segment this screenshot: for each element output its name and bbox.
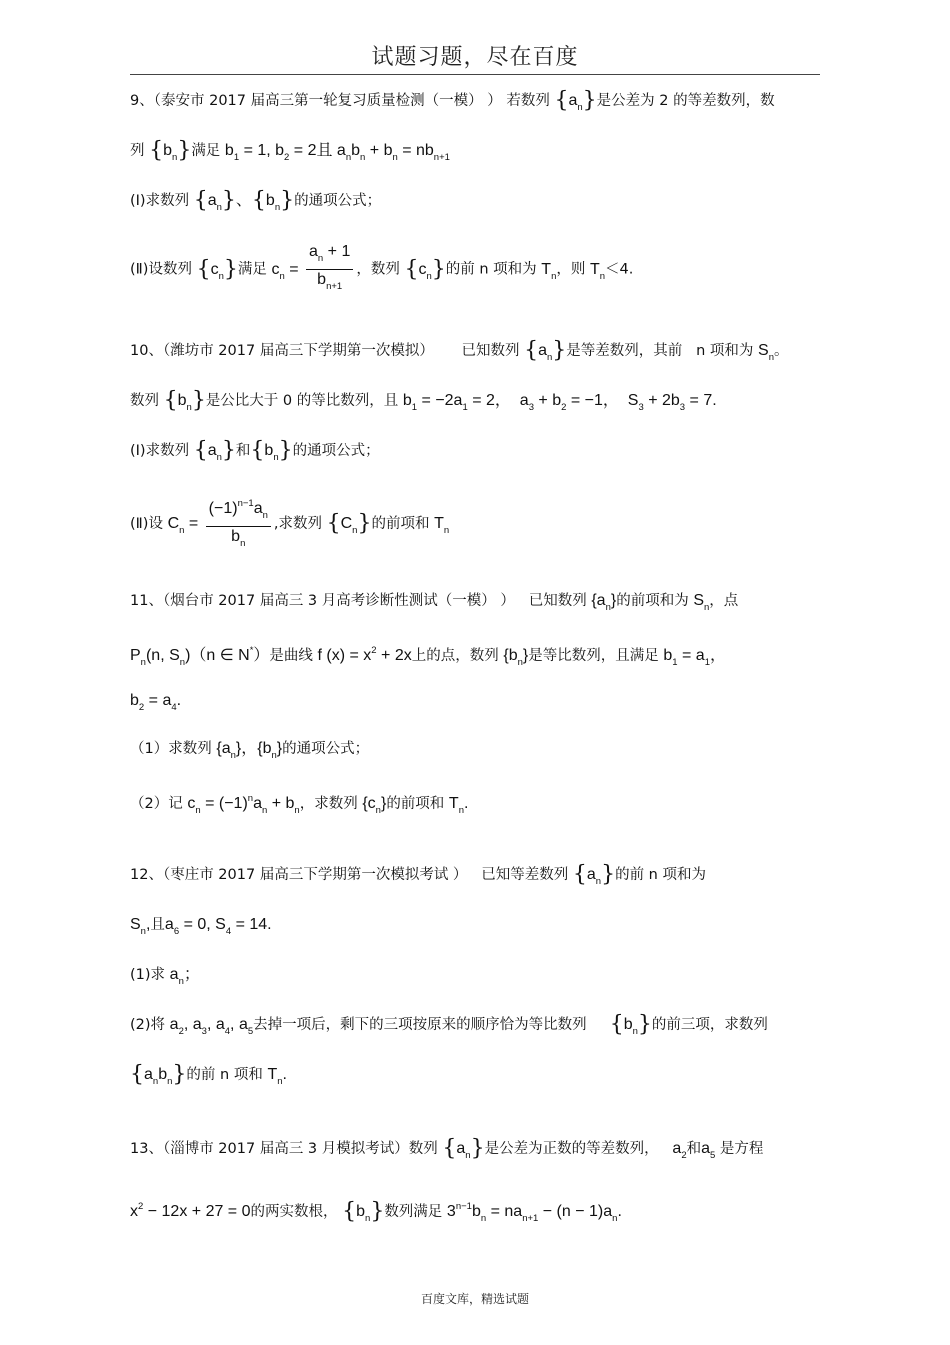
math-expression: $\{a_n\}$	[591, 592, 617, 613]
problem-11-line-2: $P_n(n$, $S_n)(n$ ∈ N*）是曲线 f $(x) = x^2 + 2x$上的点，数列 $\{b_n\}$是等比数列，且满足 $b_1 = a_1$，	[130, 645, 726, 668]
problem-11-line-1: 11、（烟台市 2017 届高三 3 月高考诊断性测试（一模） ） 已知数列 $\{a_n\}$的前项和为 $S_n$，点	[130, 592, 739, 613]
problem-11-part-2: （2）记 $c_n = (-1)^na_n + b_n$，求数列 $\{c_n\}$的前项和 $T_n$.	[130, 793, 469, 816]
math-expression: $\{b_n\}$	[503, 647, 529, 668]
math-expression: $a_2$	[672, 1140, 687, 1161]
math-expression: f $(x) = x^2 + 2x$	[317, 645, 412, 664]
math-expression: $S_n$	[758, 342, 775, 363]
problem-11-part-1: （1）求数列 $\{a_n\}$，$\{b_n\}$的通项公式；	[130, 740, 370, 761]
problem-12-part-1: (1)求 $a_n$；	[130, 966, 200, 987]
page-header-title: 试题习题，尽在百度	[371, 45, 579, 70]
math-expression: $T_n$	[434, 515, 450, 537]
problem-9-line-2: 列 $\{b_n\}$满足 $b_1 = 1$, $b_2 = 2$且 $a_nb_n + b_n = nb_{n+1}$	[130, 138, 450, 163]
problem-number: 9、	[130, 93, 154, 109]
problem-12-line-1: 12、（枣庄市 2017 届高三下学期第一次模拟考试 ） 已知等差数列 $\{a_n\}$的前 n 项和为	[130, 862, 706, 887]
math-expression: $a_5$	[701, 1140, 716, 1161]
problem-12-line-5: $\{a_nb_n\}$的前 n 项和 $T_n$.	[130, 1062, 287, 1087]
problem-source: （枣庄市 2017 届高三下学期第一次模拟考试 ）	[162, 867, 468, 883]
problem-source: （烟台市 2017 届高三 3 月高考诊断性测试（一模） ）	[162, 593, 515, 609]
math-expression: $C_n$ = $\frac{(-1)^{n-1}a_n}{b_n}$	[168, 515, 274, 532]
math-expression: $P_n(n$, $S_n)(n$ ∈ N*）	[130, 645, 270, 668]
math-expression: $\{a_n\}$、$\{b_n\}$	[193, 188, 295, 213]
math-expression: $\{b_n\}$	[609, 1012, 652, 1037]
problem-10-line-1: 10、（潍坊市 2017 届高三下学期第一次模拟） 已知数列 $\{a_n\}$是等差数列，其前 n 项和为 $S_n$。	[130, 338, 789, 363]
problem-9-part-2: (Ⅱ)设数列 $\{c_n\}$满足 $c_n$ = $\frac{a_n + 1}{b_{n+1}}$ ，数列 $\{c_n\}$的前 n 项和为 $T_n$，则 $T_n<4$.	[130, 243, 634, 292]
math-expression: $b_1 = -2a_1 = 2$， $a_3 + b_2 = -1$， $S_3 + 2b_3 = 7$.	[402, 392, 717, 413]
math-expression: $S_n$,	[130, 916, 151, 937]
math-expression: $S_n$	[693, 592, 710, 613]
math-expression: $\{a_n\}$	[442, 1136, 485, 1161]
math-expression: $b_1 = a_1$，	[663, 647, 726, 668]
problem-10-line-2: 数列 $\{b_n\}$是公比大于 0 的等比数列，且 $b_1 = -2a_1 = 2$， $a_3 + b_2 = -1$， $S_3 + 2b_3 = 7$.	[130, 388, 717, 413]
math-expression: $x^2 - 12x + 27 = 0$	[130, 1201, 251, 1220]
math-expression: $\{C_n\}$	[326, 511, 372, 537]
math-expression: $T_n$.	[267, 1066, 287, 1087]
math-expression: $c_n = (-1)^na_n + b_n$	[187, 793, 300, 816]
math-expression: $\{a_n\}$，$\{b_n\}$	[216, 740, 283, 761]
problem-12-part-2: (2)将 $a_2$, $a_3$, $a_4$, $a_5$去掉一项后，剩下的三项按原来的顺序恰为等比数列 $\{b_n\}$的前三项，求数列	[130, 1012, 768, 1037]
math-expression: $3^{n-1}b_n = na_{n+1} - (n - 1)a_n$.	[446, 1201, 622, 1224]
problem-source: （淄博市 2017 届高三 3 月模拟考试）	[162, 1141, 409, 1157]
math-expression: $\{c_n\}$	[196, 256, 238, 282]
problem-10-part-2: (Ⅱ)设 $C_n$ = $\frac{(-1)^{n-1}a_n}{b_n}$ ,求数列 $\{C_n\}$的前项和 $T_n$	[130, 494, 820, 554]
problem-source: （潍坊市 2017 届高三下学期第一次模拟）	[162, 343, 434, 359]
problem-number: 13、	[130, 1141, 163, 1157]
math-expression: $\{b_n\}$	[149, 138, 192, 163]
math-expression: $\{b_n\}$	[250, 438, 293, 463]
problem-12-line-2: $S_n$,且$a_6 = 0$, $S_4 = 14$.	[130, 916, 272, 937]
problem-10-part-1: (I)求数列 $\{a_n\}$和$\{b_n\}$的通项公式；	[130, 438, 380, 463]
page-footer: 百度文库，精选试题	[420, 1292, 529, 1306]
problem-number: 10、	[130, 343, 163, 359]
math-expression: $T_n$	[541, 260, 557, 282]
math-expression: $\{a_nb_n\}$	[130, 1062, 187, 1087]
math-expression: $c_n$ = $\frac{a_n + 1}{b_{n+1}}$	[271, 261, 356, 278]
math-expression: $\{a_n\}$	[554, 88, 597, 113]
problem-13-line-1: 13、（淄博市 2017 届高三 3 月模拟考试）数列 $\{a_n\}$是公差为正数的等差数列， $a_2$和$a_5$ 是方程	[130, 1136, 764, 1161]
math-expression: $b_2 = a_4$.	[130, 692, 182, 713]
math-expression: $b_1 = 1$, $b_2 = 2$且 $a_nb_n + b_n = nb_{n+1}$	[224, 142, 450, 163]
math-expression: $\{c_n\}$	[404, 256, 446, 282]
problem-9-part-1: (I)求数列 $\{a_n\}$、$\{b_n\}$的通项公式；	[130, 188, 382, 213]
problem-11-line-3	[130, 690, 820, 719]
math-expression: $T_n$	[589, 260, 606, 282]
math-expression: $a_n$；	[169, 966, 200, 987]
math-expression: $\{b_n\}$	[342, 1199, 385, 1224]
problem-number: 11、	[130, 593, 163, 609]
math-expression: $\{a_n\}$	[572, 862, 616, 887]
header-divider	[130, 74, 820, 75]
math-expression: $\{a_n\}$	[193, 438, 236, 463]
math-expression: $a_6 = 0$, $S_4 = 14$.	[164, 916, 272, 937]
problem-number: 12、	[130, 867, 163, 883]
problem-9-line-1: 9、（泰安市 2017 届高三第一轮复习质量检测（一模） ） 若数列 $\{a_n\}$是公差为 2 的等差数列，数	[130, 88, 775, 113]
math-expression: $T_n$.	[448, 795, 469, 816]
math-expression: $\{c_n\}$	[362, 795, 387, 816]
math-expression: $a_2$, $a_3$, $a_4$, $a_5$	[169, 1016, 254, 1037]
problem-source: （泰安市 2017 届高三第一轮复习质量检测（一模） ）	[153, 93, 502, 109]
math-expression: $\{b_n\}$	[163, 388, 206, 413]
problem-13-line-2: $x^2 - 12x + 27 = 0$的两实数根， $\{b_n\}$数列满足 $3^{n-1}b_n = na_{n+1} - (n - 1)a_n$.	[130, 1199, 622, 1224]
math-expression: $\{a_n\}$	[524, 338, 567, 363]
